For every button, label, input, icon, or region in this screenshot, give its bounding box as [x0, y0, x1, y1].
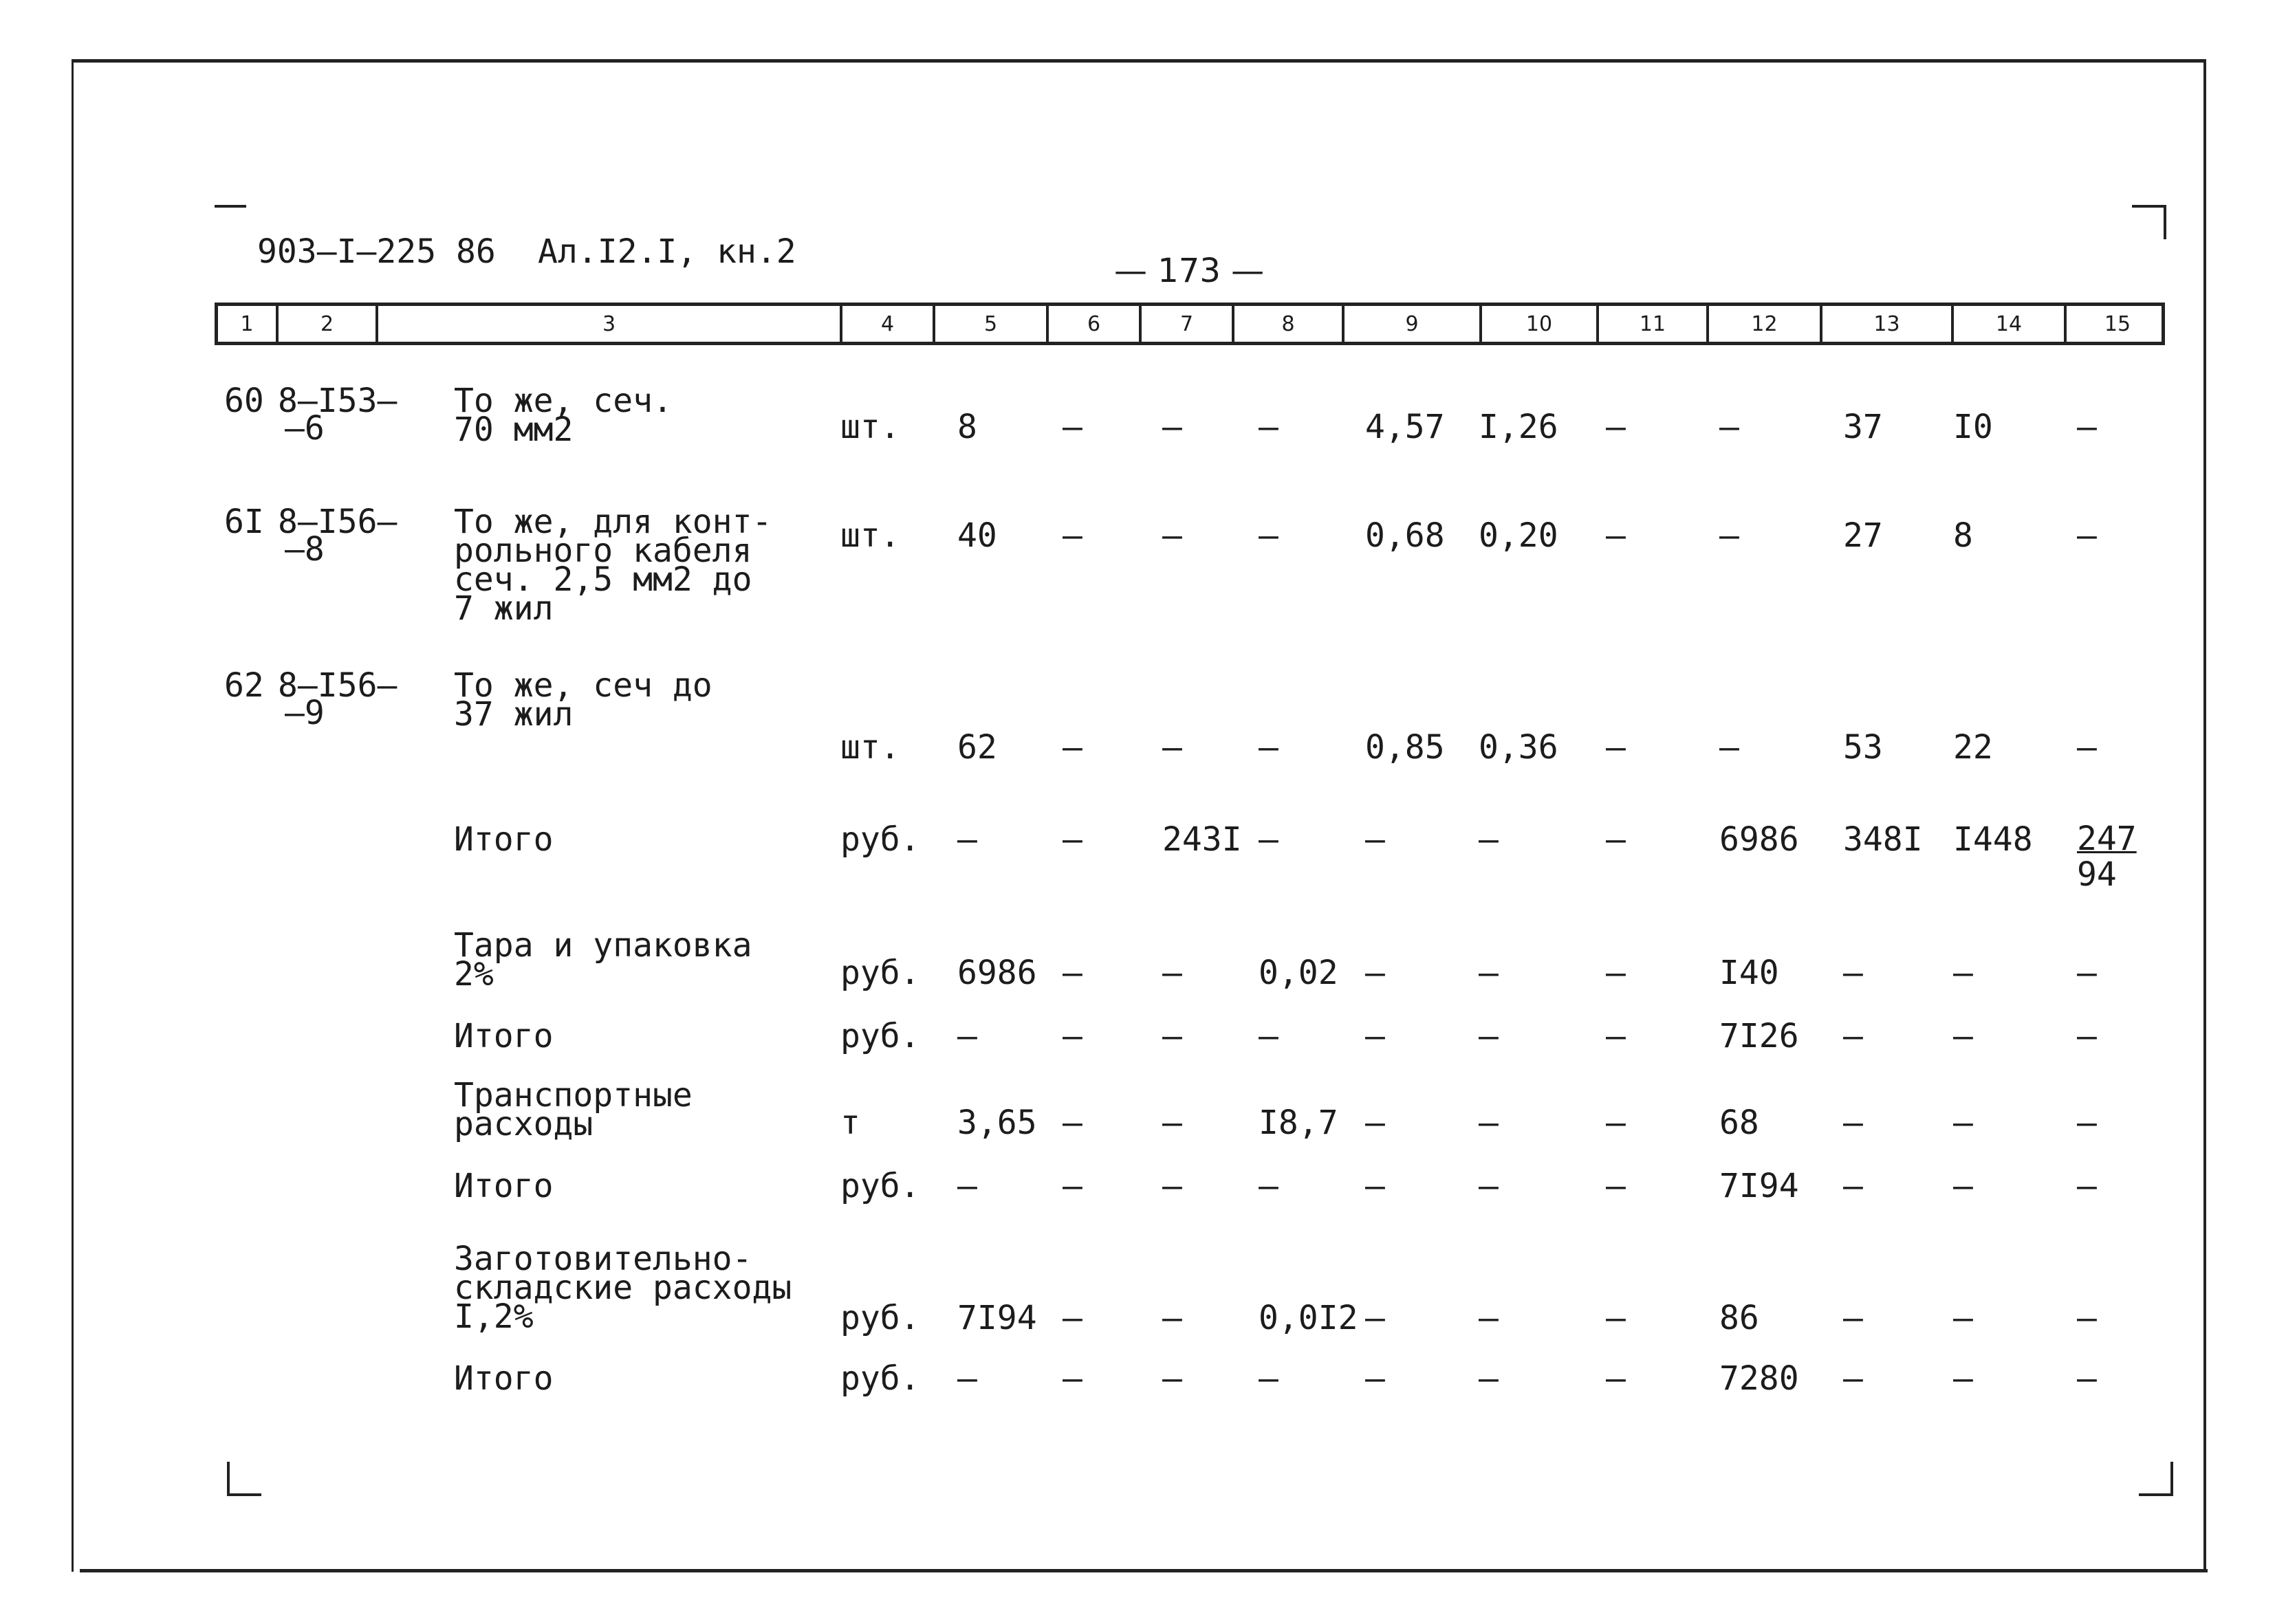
- row-number: 6I: [224, 503, 264, 541]
- column-header-row: [215, 303, 2165, 345]
- cell-col-11: –: [1606, 954, 1626, 992]
- cell-col-11: –: [1606, 1359, 1626, 1398]
- row-description: 70 мм2: [454, 410, 574, 449]
- cell-col-15: –: [2077, 1167, 2097, 1205]
- row-description: Итого: [454, 1167, 554, 1205]
- cell-col-9: –: [1365, 1299, 1385, 1337]
- cell-col-6: –: [1063, 516, 1082, 555]
- cell-col-4: руб.: [840, 820, 920, 859]
- cell-col-4: т: [840, 1104, 860, 1142]
- cell-col-7: –: [1162, 516, 1182, 555]
- cell-col-6: –: [1063, 1017, 1082, 1055]
- cell-col-7: –: [1162, 1359, 1182, 1398]
- row-number: 62: [224, 666, 264, 705]
- cell-col-6: –: [1063, 1104, 1082, 1142]
- cell-col-6: –: [1063, 728, 1082, 767]
- cell-col-10: –: [1479, 1167, 1499, 1205]
- cell-col-9: –: [1365, 1104, 1385, 1142]
- cell-col-8: 0,02: [1259, 954, 1338, 992]
- cell-col-10: I,26: [1479, 408, 1558, 446]
- corner-mark-top-right: [2132, 205, 2166, 239]
- cell-col-10: –: [1479, 820, 1499, 859]
- column-number-11: 11: [1599, 306, 1709, 342]
- column-number-1: 1: [218, 306, 279, 342]
- cell-col-5: 8: [957, 408, 977, 446]
- cell-col-10: –: [1479, 1017, 1499, 1055]
- cell-col-6: –: [1063, 820, 1082, 859]
- cell-col-15: –: [2077, 1104, 2097, 1142]
- column-number-4: 4: [842, 306, 935, 342]
- cell-col-14: 8: [1953, 516, 1973, 555]
- cell-col-8: –: [1259, 1017, 1278, 1055]
- cell-col-6: –: [1063, 954, 1082, 992]
- cell-col-14: I448: [1953, 820, 2033, 859]
- fraction-numerator: 247: [2077, 820, 2137, 858]
- cell-col-14: –: [1953, 1299, 1973, 1337]
- row-number: 60: [224, 382, 264, 420]
- cell-col-5: 40: [957, 516, 997, 555]
- cell-col-5: –: [957, 1167, 977, 1205]
- cell-col-11: –: [1606, 820, 1626, 859]
- cell-col-11: –: [1606, 1017, 1626, 1055]
- row-description: Тара и упаковка: [454, 926, 752, 965]
- cell-col-12: 7I26: [1719, 1017, 1799, 1055]
- cell-col-15: –: [2077, 1017, 2097, 1055]
- column-number-8: 8: [1234, 306, 1345, 342]
- column-number-3: 3: [378, 306, 842, 342]
- cell-col-8: –: [1259, 728, 1278, 767]
- cell-col-13: –: [1843, 1359, 1863, 1398]
- row-description: Заготовительно-: [454, 1240, 752, 1278]
- row-description: То же, сеч до: [454, 666, 712, 705]
- corner-mark-bottom-right: [2139, 1462, 2173, 1496]
- page-number: — 173 —: [1114, 252, 1265, 290]
- row-description: Итого: [454, 1359, 554, 1398]
- cell-col-12: –: [1719, 516, 1739, 555]
- column-number-15: 15: [2104, 311, 2131, 336]
- cell-col-15-fraction: [2077, 821, 2137, 892]
- cell-col-11: –: [1606, 516, 1626, 555]
- page-frame-right: [2203, 59, 2206, 1572]
- cell-col-8: –: [1259, 516, 1278, 555]
- column-number-6: 6: [1049, 306, 1142, 342]
- fraction-denominator: 94: [2077, 855, 2117, 894]
- cell-col-12: 6986: [1719, 820, 1799, 859]
- row-description: складские расходы: [454, 1269, 792, 1307]
- cell-col-4: руб.: [840, 1299, 920, 1337]
- cell-col-10: 0,36: [1479, 728, 1558, 767]
- cell-col-15: –: [2077, 728, 2097, 767]
- cell-col-8: –: [1259, 1167, 1278, 1205]
- cell-col-9: 4,57: [1365, 408, 1445, 446]
- cell-col-9: –: [1365, 1359, 1385, 1398]
- cell-col-9: –: [1365, 1017, 1385, 1055]
- cell-col-14: –: [1953, 1017, 1973, 1055]
- row-description: 7 жил: [454, 589, 554, 628]
- column-number-14: 14: [1954, 306, 2067, 342]
- cell-col-5: 62: [957, 728, 997, 767]
- row-code: 8–I56–: [278, 666, 398, 705]
- cell-col-6: –: [1063, 1359, 1082, 1398]
- cell-col-12: 7I94: [1719, 1167, 1799, 1205]
- cell-col-12: –: [1719, 408, 1739, 446]
- cell-col-12: I40: [1719, 954, 1779, 992]
- cell-col-9: –: [1365, 954, 1385, 992]
- cell-col-11: –: [1606, 728, 1626, 767]
- cell-col-11: –: [1606, 408, 1626, 446]
- cell-col-13: –: [1843, 1299, 1863, 1337]
- row-description: рольного кабеля: [454, 531, 752, 570]
- corner-mark-top-left: [215, 205, 246, 239]
- cell-col-6: –: [1063, 1167, 1082, 1205]
- column-number-12: 12: [1709, 306, 1822, 342]
- row-description: 37 жил: [454, 695, 574, 734]
- cell-col-11: –: [1606, 1167, 1626, 1205]
- cell-col-4: шт.: [840, 728, 900, 767]
- row-code: –9: [285, 694, 325, 732]
- cell-col-7: 243I: [1162, 820, 1242, 859]
- cell-col-12: 86: [1719, 1299, 1759, 1337]
- cell-col-5: –: [957, 1017, 977, 1055]
- cell-col-4: руб.: [840, 1017, 920, 1055]
- cell-col-9: 0,85: [1365, 728, 1445, 767]
- cell-col-14: I0: [1953, 408, 1993, 446]
- cell-col-7: –: [1162, 1104, 1182, 1142]
- cell-col-7: –: [1162, 954, 1182, 992]
- cell-col-7: –: [1162, 408, 1182, 446]
- cell-col-12: 7280: [1719, 1359, 1799, 1398]
- row-code: –8: [285, 530, 325, 569]
- row-description: расходы: [454, 1105, 594, 1143]
- cell-col-13: –: [1843, 1104, 1863, 1142]
- column-number-9: 9: [1345, 306, 1482, 342]
- cell-col-11: –: [1606, 1299, 1626, 1337]
- page-frame-bottom: [80, 1569, 2208, 1572]
- cell-col-10: 0,20: [1479, 516, 1558, 555]
- cell-col-7: –: [1162, 728, 1182, 767]
- cell-col-4: руб.: [840, 1167, 920, 1205]
- page-frame-top: [72, 59, 2205, 63]
- cell-col-11: –: [1606, 1104, 1626, 1142]
- cell-col-4: шт.: [840, 516, 900, 555]
- cell-col-9: –: [1365, 1167, 1385, 1205]
- cell-col-8: –: [1259, 408, 1278, 446]
- row-description: Итого: [454, 820, 554, 859]
- cell-col-6: –: [1063, 408, 1082, 446]
- cell-col-8: –: [1259, 1359, 1278, 1398]
- row-description: сеч. 2,5 мм2 до: [454, 560, 752, 599]
- cell-col-4: шт.: [840, 408, 900, 446]
- cell-col-15: –: [2077, 516, 2097, 555]
- cell-col-13: 27: [1843, 516, 1883, 555]
- cell-col-10: –: [1479, 1299, 1499, 1337]
- cell-col-5: –: [957, 820, 977, 859]
- row-description: Итого: [454, 1017, 554, 1055]
- cell-col-4: руб.: [840, 1359, 920, 1398]
- cell-col-8: I8,7: [1259, 1104, 1338, 1142]
- cell-col-15: –: [2077, 408, 2097, 446]
- album-reference: Ал.I2.I, кн.2: [538, 232, 796, 271]
- cell-col-15: –: [2077, 1299, 2097, 1337]
- cell-col-10: –: [1479, 1104, 1499, 1142]
- corner-mark-bottom-left: [227, 1462, 261, 1496]
- row-code: –6: [285, 409, 325, 448]
- cell-col-6: –: [1063, 1299, 1082, 1337]
- cell-col-15: –: [2077, 954, 2097, 992]
- cell-col-13: –: [1843, 1017, 1863, 1055]
- column-number-13: 13: [1822, 306, 1954, 342]
- cell-col-5: 7I94: [957, 1299, 1037, 1337]
- row-description: Транспортные: [454, 1076, 693, 1115]
- cell-col-9: 0,68: [1365, 516, 1445, 555]
- cell-col-7: –: [1162, 1167, 1182, 1205]
- cell-col-12: 68: [1719, 1104, 1759, 1142]
- row-description: То же, для конт-: [454, 503, 772, 541]
- cell-col-14: –: [1953, 954, 1973, 992]
- column-number-2: 2: [279, 306, 378, 342]
- row-description: То же, сеч.: [454, 382, 673, 420]
- cell-col-5: 3,65: [957, 1104, 1037, 1142]
- cell-col-9: –: [1365, 820, 1385, 859]
- row-code: 8–I56–: [278, 503, 398, 541]
- cell-col-14: –: [1953, 1104, 1973, 1142]
- row-code: 8–I53–: [278, 382, 398, 420]
- cell-col-14: –: [1953, 1167, 1973, 1205]
- column-number-10: 10: [1482, 306, 1599, 342]
- row-description: I,2%: [454, 1297, 534, 1336]
- column-number-5: 5: [935, 306, 1049, 342]
- column-number-7: 7: [1142, 306, 1234, 342]
- cell-col-14: –: [1953, 1359, 1973, 1398]
- cell-col-13: 348I: [1843, 820, 1923, 859]
- cell-col-10: –: [1479, 1359, 1499, 1398]
- cell-col-13: 53: [1843, 728, 1883, 767]
- cell-col-8: 0,0I2: [1259, 1299, 1358, 1337]
- cell-col-7: –: [1162, 1299, 1182, 1337]
- cell-col-12: –: [1719, 728, 1739, 767]
- row-description: 2%: [454, 955, 494, 994]
- cell-col-13: 37: [1843, 408, 1883, 446]
- cell-col-15: –: [2077, 1359, 2097, 1398]
- cell-col-13: –: [1843, 954, 1863, 992]
- cell-col-4: руб.: [840, 954, 920, 992]
- document-number: 903–I–225 86: [257, 232, 496, 271]
- cell-col-13: –: [1843, 1167, 1863, 1205]
- cell-col-7: –: [1162, 1017, 1182, 1055]
- cell-col-5: 6986: [957, 954, 1037, 992]
- cell-col-10: –: [1479, 954, 1499, 992]
- cell-col-14: 22: [1953, 728, 1993, 767]
- page-frame-left: [72, 59, 74, 1572]
- cell-col-8: –: [1259, 820, 1278, 859]
- cell-col-5: –: [957, 1359, 977, 1398]
